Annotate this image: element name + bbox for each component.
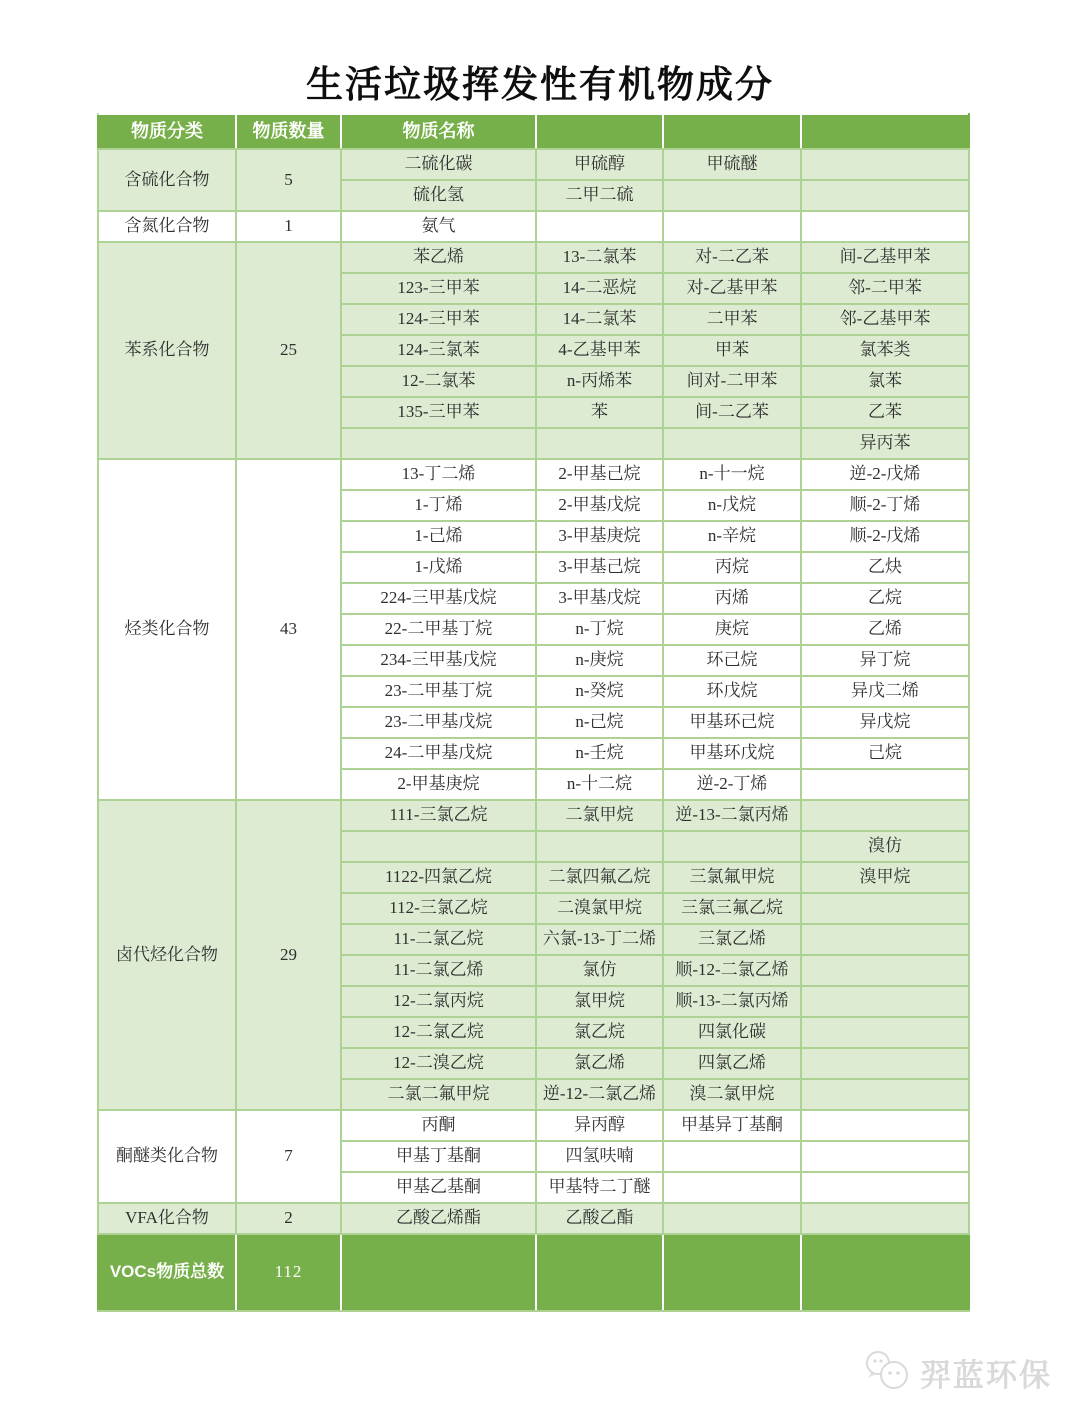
substance-cell: n-丙烯苯 [536, 366, 663, 397]
substance-cell: 224-三甲基戊烷 [341, 583, 536, 614]
substance-cell: 逆-2-丁烯 [663, 769, 801, 800]
substance-cell: 3-甲基庚烷 [536, 521, 663, 552]
header-count: 物质数量 [236, 114, 341, 149]
substance-cell [663, 1141, 801, 1172]
substance-cell: 异丙醇 [536, 1110, 663, 1141]
substance-cell: 顺-2-丁烯 [801, 490, 969, 521]
header-empty [801, 114, 969, 149]
substance-cell: 丙酮 [341, 1110, 536, 1141]
substance-cell: 二溴氯甲烷 [536, 893, 663, 924]
substance-cell: 环戊烷 [663, 676, 801, 707]
count-cell: 29 [236, 800, 341, 1110]
table-row [98, 149, 969, 180]
substance-cell: 乙炔 [801, 552, 969, 583]
substance-cell: 甲基特二丁醚 [536, 1172, 663, 1203]
total-empty-cell [536, 1234, 663, 1311]
substance-cell: 1122-四氯乙烷 [341, 862, 536, 893]
substance-cell: n-辛烷 [663, 521, 801, 552]
substance-cell [801, 924, 969, 955]
table-row [98, 211, 969, 242]
category-cell: 酮醚类化合物 [98, 1110, 236, 1203]
substance-cell: 135-三甲苯 [341, 397, 536, 428]
substance-cell: 氯苯类 [801, 335, 969, 366]
substance-cell: 氯乙烷 [536, 1017, 663, 1048]
substance-cell: n-壬烷 [536, 738, 663, 769]
category-cell: 卤代烃化合物 [98, 800, 236, 1110]
substance-cell: 四氢呋喃 [536, 1141, 663, 1172]
header-empty [536, 114, 663, 149]
substance-cell: 三氯乙烯 [663, 924, 801, 955]
substance-cell [663, 1203, 801, 1234]
substance-cell: 1-丁烯 [341, 490, 536, 521]
chat-bubbles-logo-icon [862, 1348, 914, 1397]
substance-cell: 间对-二甲苯 [663, 366, 801, 397]
substance-cell: n-十一烷 [663, 459, 801, 490]
table-row [98, 1110, 969, 1141]
substance-cell [341, 831, 536, 862]
substance-cell: 氨气 [341, 211, 536, 242]
substance-cell: 11-二氯乙烯 [341, 955, 536, 986]
substance-cell [536, 831, 663, 862]
substance-cell: 12-二溴乙烷 [341, 1048, 536, 1079]
substance-cell: 1-己烯 [341, 521, 536, 552]
table-row [98, 242, 969, 273]
substance-cell: 124-三甲苯 [341, 304, 536, 335]
substance-cell [341, 428, 536, 459]
substance-cell: 异丁烷 [801, 645, 969, 676]
table-row [98, 800, 969, 831]
substance-cell: 硫化氢 [341, 180, 536, 211]
substance-cell [801, 986, 969, 1017]
substance-cell: 14-二恶烷 [536, 273, 663, 304]
voc-table [97, 113, 970, 1312]
substance-cell: 逆-12-二氯乙烯 [536, 1079, 663, 1110]
substance-cell: 丙烷 [663, 552, 801, 583]
substance-cell: 112-三氯乙烷 [341, 893, 536, 924]
substance-cell: 四氯乙烯 [663, 1048, 801, 1079]
substance-cell: 己烷 [801, 738, 969, 769]
substance-cell: 111-三氯乙烷 [341, 800, 536, 831]
total-row [98, 1234, 969, 1311]
substance-cell [801, 1110, 969, 1141]
substance-cell: 丙烯 [663, 583, 801, 614]
substance-cell: 间-二乙苯 [663, 397, 801, 428]
substance-cell [663, 428, 801, 459]
substance-cell: n-丁烷 [536, 614, 663, 645]
count-cell: 7 [236, 1110, 341, 1203]
substance-cell [536, 211, 663, 242]
table-body [98, 149, 969, 1234]
substance-cell: 间-乙基甲苯 [801, 242, 969, 273]
substance-cell: 11-二氯乙烷 [341, 924, 536, 955]
substance-cell: 二甲苯 [663, 304, 801, 335]
count-cell: 2 [236, 1203, 341, 1234]
header-name: 物质名称 [341, 114, 536, 149]
header-empty [663, 114, 801, 149]
substance-cell: 14-二氯苯 [536, 304, 663, 335]
table-row [98, 459, 969, 490]
substance-cell: 4-乙基甲苯 [536, 335, 663, 366]
count-cell: 1 [236, 211, 341, 242]
table-row [98, 1203, 969, 1234]
substance-cell: 逆-13-二氯丙烯 [663, 800, 801, 831]
substance-cell: 三氯三氟乙烷 [663, 893, 801, 924]
substance-cell [801, 180, 969, 211]
substance-cell: 23-二甲基戊烷 [341, 707, 536, 738]
substance-cell: 甲基丁基酮 [341, 1141, 536, 1172]
substance-cell [663, 831, 801, 862]
substance-cell [801, 1172, 969, 1203]
substance-cell: 二氯四氟乙烷 [536, 862, 663, 893]
substance-cell: 甲苯 [663, 335, 801, 366]
substance-cell: 13-二氯苯 [536, 242, 663, 273]
substance-cell [801, 149, 969, 180]
substance-cell: 顺-2-戊烯 [801, 521, 969, 552]
substance-cell: 庚烷 [663, 614, 801, 645]
substance-cell: 邻-乙基甲苯 [801, 304, 969, 335]
substance-cell [801, 1203, 969, 1234]
substance-cell [536, 428, 663, 459]
substance-cell: 环己烷 [663, 645, 801, 676]
count-cell: 25 [236, 242, 341, 459]
substance-cell: n-庚烷 [536, 645, 663, 676]
total-empty-cell [663, 1234, 801, 1311]
substance-cell: 顺-13-二氯丙烯 [663, 986, 801, 1017]
substance-cell: 123-三甲苯 [341, 273, 536, 304]
substance-cell: 1-戊烯 [341, 552, 536, 583]
substance-cell: 逆-2-戊烯 [801, 459, 969, 490]
category-cell: VFA化合物 [98, 1203, 236, 1234]
substance-cell: 溴仿 [801, 831, 969, 862]
count-cell: 43 [236, 459, 341, 800]
substance-cell: 甲硫醚 [663, 149, 801, 180]
category-cell: 苯系化合物 [98, 242, 236, 459]
watermark [862, 1348, 1052, 1397]
substance-cell: 二硫化碳 [341, 149, 536, 180]
substance-cell: 三氯氟甲烷 [663, 862, 801, 893]
substance-cell: 对-二乙苯 [663, 242, 801, 273]
substance-cell: 2-甲基己烷 [536, 459, 663, 490]
substance-cell: 乙苯 [801, 397, 969, 428]
substance-cell: 乙烯 [801, 614, 969, 645]
header-row [98, 114, 969, 149]
substance-cell: 12-二氯丙烷 [341, 986, 536, 1017]
substance-cell: 异戊烷 [801, 707, 969, 738]
total-empty-cell [341, 1234, 536, 1311]
substance-cell: 2-甲基戊烷 [536, 490, 663, 521]
substance-cell: 124-三氯苯 [341, 335, 536, 366]
substance-cell [801, 955, 969, 986]
substance-cell: 乙酸乙酯 [536, 1203, 663, 1234]
substance-cell: 二氯甲烷 [536, 800, 663, 831]
substance-cell [663, 1172, 801, 1203]
substance-cell: 异戊二烯 [801, 676, 969, 707]
substance-cell: 乙酸乙烯酯 [341, 1203, 536, 1234]
substance-cell: n-癸烷 [536, 676, 663, 707]
substance-cell: 四氯化碳 [663, 1017, 801, 1048]
substance-cell: n-己烷 [536, 707, 663, 738]
watermark-text: 羿蓝环保 [920, 1358, 1052, 1393]
substance-cell [801, 769, 969, 800]
substance-cell: 3-甲基己烷 [536, 552, 663, 583]
substance-cell [801, 1048, 969, 1079]
substance-cell [801, 1079, 969, 1110]
substance-cell: 氯乙烯 [536, 1048, 663, 1079]
substance-cell: 溴甲烷 [801, 862, 969, 893]
substance-cell [801, 211, 969, 242]
substance-cell [801, 893, 969, 924]
substance-cell: 对-乙基甲苯 [663, 273, 801, 304]
substance-cell [801, 800, 969, 831]
total-empty-cell [801, 1234, 969, 1311]
substance-cell: 邻-二甲苯 [801, 273, 969, 304]
substance-cell: 溴二氯甲烷 [663, 1079, 801, 1110]
substance-cell: 六氯-13-丁二烯 [536, 924, 663, 955]
substance-cell: 24-二甲基戊烷 [341, 738, 536, 769]
substance-cell: 甲基异丁基酮 [663, 1110, 801, 1141]
substance-cell: 氯甲烷 [536, 986, 663, 1017]
substance-cell: 氯仿 [536, 955, 663, 986]
substance-cell: 23-二甲基丁烷 [341, 676, 536, 707]
category-cell: 含硫化合物 [98, 149, 236, 211]
substance-cell: 甲基乙基酮 [341, 1172, 536, 1203]
substance-cell: 13-丁二烯 [341, 459, 536, 490]
substance-cell: 22-二甲基丁烷 [341, 614, 536, 645]
substance-cell: 顺-12-二氯乙烯 [663, 955, 801, 986]
substance-cell: n-戊烷 [663, 490, 801, 521]
substance-cell: 苯 [536, 397, 663, 428]
header-category: 物质分类 [98, 114, 236, 149]
substance-cell [663, 180, 801, 211]
substance-cell: 甲基环己烷 [663, 707, 801, 738]
substance-cell: 苯乙烯 [341, 242, 536, 273]
substance-cell: 甲硫醇 [536, 149, 663, 180]
substance-cell: 12-二氯苯 [341, 366, 536, 397]
substance-cell: 234-三甲基戊烷 [341, 645, 536, 676]
substance-cell: 12-二氯乙烷 [341, 1017, 536, 1048]
substance-cell: 甲基环戊烷 [663, 738, 801, 769]
substance-cell: 异丙苯 [801, 428, 969, 459]
total-label: VOCs物质总数 [98, 1234, 236, 1311]
category-cell: 含氮化合物 [98, 211, 236, 242]
substance-cell [801, 1017, 969, 1048]
total-value: 112 [236, 1234, 341, 1311]
substance-cell [663, 211, 801, 242]
count-cell: 5 [236, 149, 341, 211]
page-title: 生活垃圾挥发性有机物成分 [306, 64, 774, 105]
substance-cell: n-十二烷 [536, 769, 663, 800]
substance-cell: 2-甲基庚烷 [341, 769, 536, 800]
substance-cell [801, 1141, 969, 1172]
substance-cell: 二氯二氟甲烷 [341, 1079, 536, 1110]
substance-cell: 乙烷 [801, 583, 969, 614]
substance-cell: 氯苯 [801, 366, 969, 397]
substance-cell: 二甲二硫 [536, 180, 663, 211]
substance-cell: 3-甲基戊烷 [536, 583, 663, 614]
category-cell: 烃类化合物 [98, 459, 236, 800]
